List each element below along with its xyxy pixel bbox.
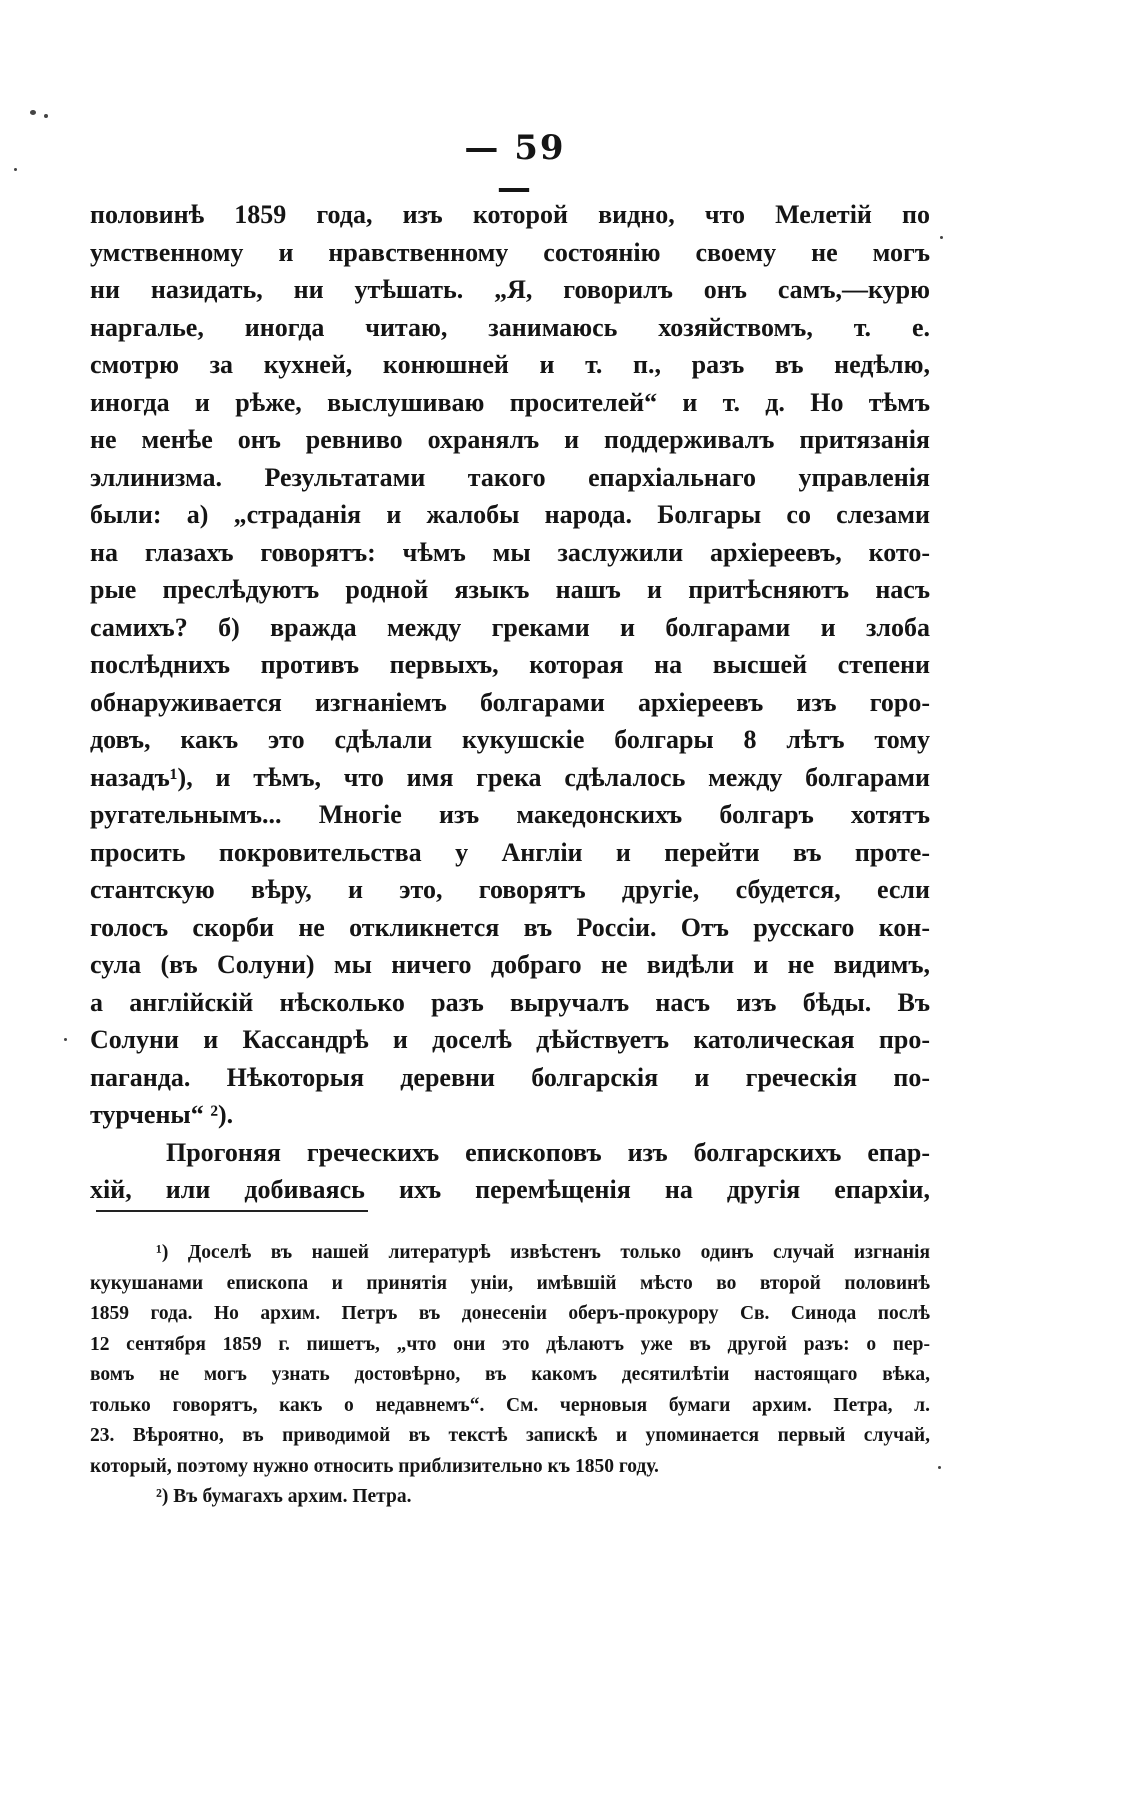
text-line: турчены“ ²). (90, 1100, 234, 1129)
footnotes (90, 1238, 930, 1513)
footnote-line: ¹) Доселѣ въ нашей литературѣ извѣстенъ только одинъ случай изгнанія (156, 1242, 930, 1263)
footnote-line: кукушанами епископа и принятія уніи, имѣвшій мѣсто во второй половинѣ (90, 1272, 930, 1294)
text-line: смотрю за кухней, конюшней и т. п., разъ въ недѣлю, (90, 350, 930, 379)
scan-speck (14, 168, 17, 171)
footnote-line: 12 сентября 1859 г. пишетъ, „что они это дѣлаютъ уже въ другой разъ: о пер- (90, 1333, 930, 1355)
text-line: послѣднихъ противъ первыхъ, которая на высшей степени (90, 650, 930, 679)
text-line: а англійскій нѣсколько разъ выручалъ насъ изъ бѣды. Въ (90, 987, 930, 1017)
text-line: половинѣ 1859 года, изъ которой видно, что Мелетій по (90, 200, 930, 229)
text-line: голосъ скорби не откликнется въ Россіи. Отъ русскаго кон- (90, 912, 930, 942)
text-line: рые преслѣдуютъ родной языкъ нашъ и притѣсняютъ насъ (90, 575, 930, 604)
text-line: иногда и рѣже, выслушиваю просителей“ и т. д. Но тѣмъ (90, 387, 930, 417)
text-line: Солуни и Кассандрѣ и доселѣ дѣйствуетъ католическая про- (90, 1025, 930, 1054)
text-line: обнаруживается изгнаніемъ болгарами архіереевъ изъ горо- (90, 687, 930, 717)
text-line: на глазахъ говорятъ: чѣмъ мы заслужили архіереевъ, кото- (90, 537, 930, 567)
scan-speck (30, 110, 36, 115)
footnote-line: 1859 года. Но архим. Петръ въ донесеніи оберъ-прокурору Св. Синода послѣ (90, 1303, 930, 1324)
text-line: были: а) „страданія и жалобы народа. Болгары со слезами (90, 500, 930, 529)
footnote-line: ²) Въ бумагахъ архим. Петра. (156, 1486, 412, 1507)
text-line: наргалье, иногда читаю, занимаюсь хозяйствомъ, т. е. (90, 312, 930, 342)
text-line: ругательнымъ... Многіе изъ македонскихъ болгаръ хотятъ (90, 800, 930, 829)
scan-speck (940, 236, 943, 239)
footnote-separator (96, 1210, 368, 1212)
text-line: паганда. Нѣкоторыя деревни болгарскія и греческія по- (90, 1062, 930, 1092)
scan-speck (938, 1466, 941, 1469)
footnote-line: вомъ не могъ узнать достовѣрно, въ какомъ десятилѣтіи настоящаго вѣка, (90, 1364, 930, 1385)
text-line: не менѣе онъ ревниво охранялъ и поддерживалъ притязанія (90, 425, 930, 454)
text-line: сула (въ Солуни) мы ничего добраго не видѣли и не видимъ, (90, 950, 930, 979)
text-line: просить покровительства у Англіи и перейти въ проте- (90, 837, 930, 867)
footnote-line: 23. Вѣроятно, въ приводимой въ текстѣ запискѣ и упоминается первый случай, (90, 1425, 930, 1446)
text-line: хій, или добиваясь ихъ перемѣщенія на другія епархіи, (90, 1175, 930, 1204)
footnote-line: который, поэтому нужно относить приблизительно къ 1850 году. (90, 1455, 659, 1477)
main-text (90, 196, 930, 1209)
scan-speck (64, 1038, 67, 1041)
scan-speck (44, 114, 48, 118)
text-line: ни назидать, ни утѣшать. „Я, говорилъ онъ самъ,—курю (90, 275, 930, 304)
page-number: — 59 — (464, 128, 566, 208)
text-line: самихъ? б) вражда между греками и болгарами и злоба (90, 612, 930, 642)
text-line: назадъ¹), и тѣмъ, что имя грека сдѣлалось между болгарами (90, 762, 930, 792)
text-line: умственному и нравственному состоянію своему не могъ (90, 237, 930, 267)
text-line: эллинизма. Результатами такого епархіальнаго управленія (90, 462, 930, 492)
text-line: стантскую вѣру, и это, говорятъ другіе, сбудется, если (90, 875, 930, 904)
footnote-line: только говорятъ, какъ о недавнемъ“. См. черновыя бумаги архим. Петра, л. (90, 1394, 930, 1416)
text-line-paragraph-start: Прогоняя греческихъ епископовъ изъ болгарскихъ епар- (166, 1137, 930, 1167)
text-line: довъ, какъ это сдѣлали кукушскіе болгары 8 лѣтъ тому (90, 725, 930, 754)
